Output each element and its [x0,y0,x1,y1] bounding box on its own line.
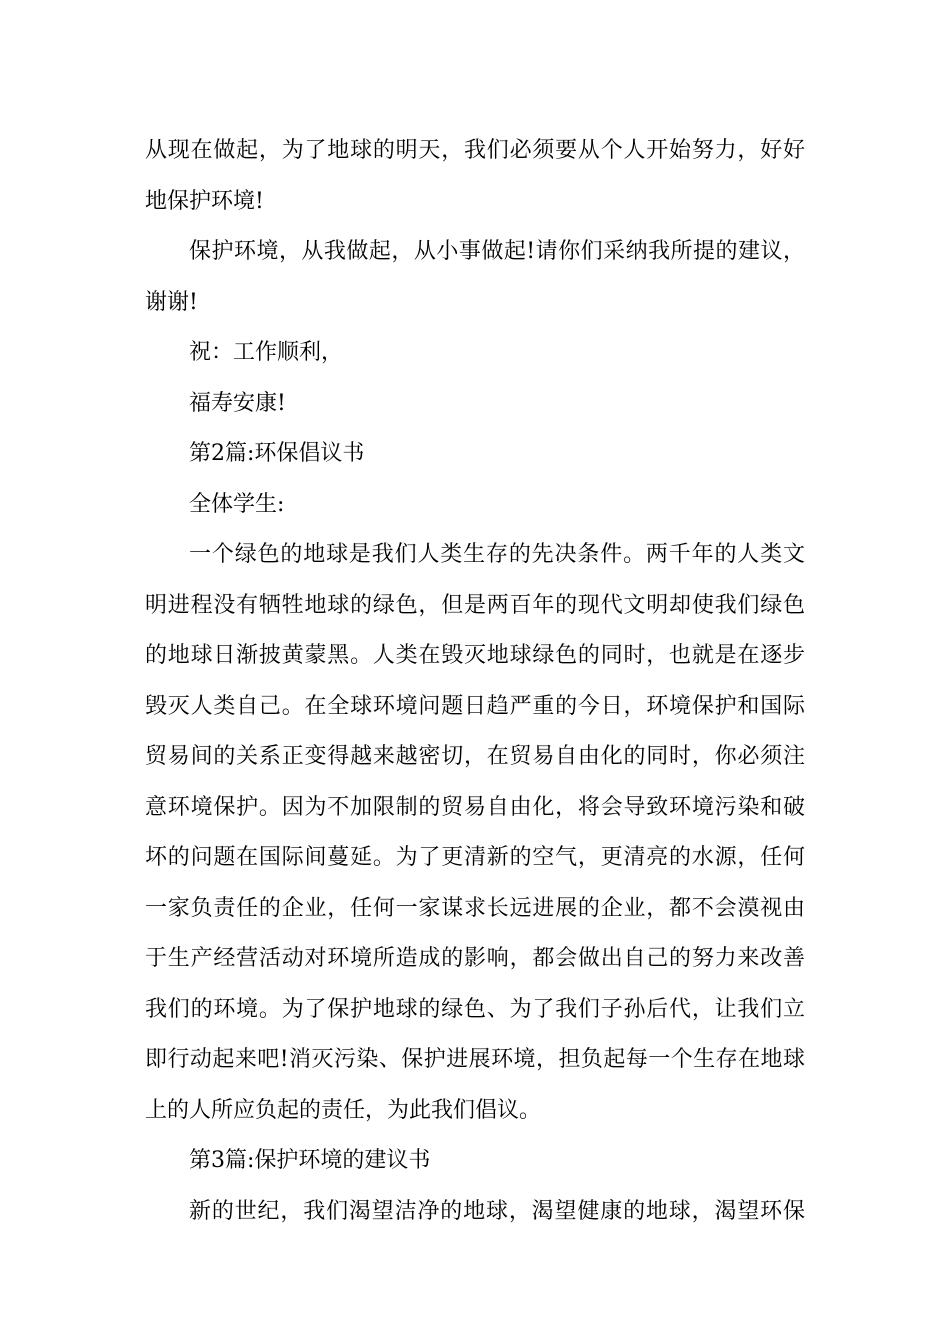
paragraph-line: 的地球日渐披黄蒙黑。人类在毁灭地球绿色的同时，也就是在逐步 [145,643,805,668]
paragraph-line: 毁灭人类自己。在全球环境问题日趋严重的今日，环境保护和国际 [145,693,805,719]
section-heading: 第3篇:保护环境的建议书 [189,1148,431,1173]
salutation: 全体学生: [189,491,285,517]
paragraph-line: 明进程没有牺牲地球的绿色，但是两百年的现代文明却使我们绿色 [145,592,805,618]
paragraph-line: 保护环境，从我做起，从小事做起!请你们采纳我所提的建议， [189,239,805,264]
paragraph-line: 新的世纪，我们渴望洁净的地球，渴望健康的地球，渴望环保 [189,1198,805,1224]
document-body [145,126,805,1237]
paragraph-line: 从现在做起，为了地球的明天，我们必须要从个人开始努力，好好 [145,138,805,163]
paragraph-line: 坏的问题在国际间蔓延。为了更清新的空气，更清亮的水源，任何 [145,845,805,870]
section-heading: 第2篇:环保倡议书 [189,441,365,466]
paragraph-line: 于生产经营活动对环境所造成的影响，都会做出自己的努力来改善 [145,946,805,971]
paragraph-line: 一个绿色的地球是我们人类生存的先决条件。两千年的人类文 [189,542,805,567]
paragraph-line: 贸易间的关系正变得越来越密切，在贸易自由化的同时，你必须注 [145,744,805,769]
paragraph-line: 意环境保护。因为不加限制的贸易自由化，将会导致环境污染和破 [145,794,805,820]
paragraph-line: 即行动起来吧!消灭污染、保护进展环境，担负起每一个生存在地球 [145,1047,805,1072]
paragraph-line: 我们的环境。为了保护地球的绿色、为了我们子孙后代，让我们立 [145,996,805,1022]
closing-line: 祝：工作顺利， [189,340,344,365]
paragraph-line: 谢谢! [145,289,198,315]
paragraph-line: 上的人所应负起的责任，为此我们倡议。 [145,1097,542,1123]
paragraph-line: 地保护环境! [145,188,264,214]
paragraph-line: 一家负责任的企业，任何一家谋求长远进展的企业，都不会漠视由 [145,895,805,921]
closing-line: 福寿安康! [189,390,286,416]
